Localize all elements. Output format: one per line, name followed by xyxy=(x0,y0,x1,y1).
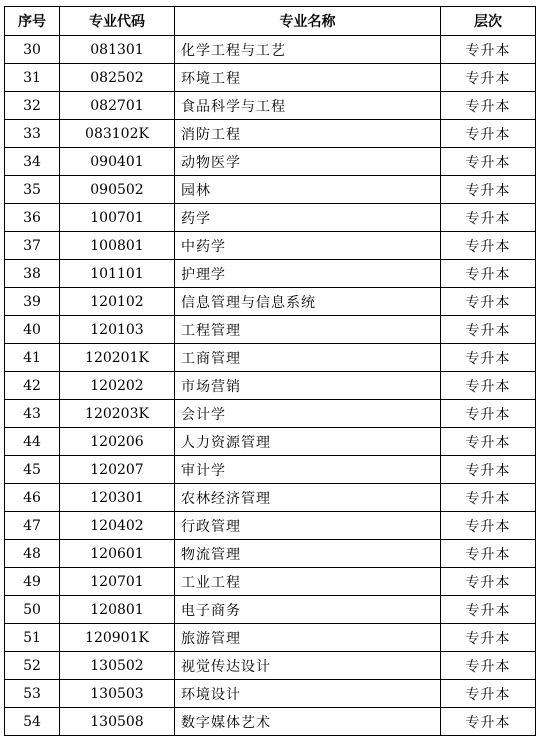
row-major-name: 工商管理 xyxy=(175,344,441,372)
row-code: 120207 xyxy=(60,456,175,484)
row-index: 48 xyxy=(5,540,60,568)
row-level: 专升本 xyxy=(441,484,536,512)
row-level: 专升本 xyxy=(441,428,536,456)
table-row xyxy=(5,176,536,204)
table-row xyxy=(5,316,536,344)
row-code: 090401 xyxy=(60,148,175,176)
row-major-name: 动物医学 xyxy=(175,148,441,176)
row-major-name: 食品科学与工程 xyxy=(175,92,441,120)
row-code: 120203K xyxy=(60,400,175,428)
row-level: 专升本 xyxy=(441,512,536,540)
row-level: 专升本 xyxy=(441,568,536,596)
row-index: 47 xyxy=(5,512,60,540)
table-row xyxy=(5,624,536,652)
table-row xyxy=(5,36,536,64)
header-code: 专业代码 xyxy=(60,7,175,36)
row-code: 120701 xyxy=(60,568,175,596)
table-row xyxy=(5,540,536,568)
table-body xyxy=(5,36,536,736)
row-index: 51 xyxy=(5,624,60,652)
row-major-name: 电子商务 xyxy=(175,596,441,624)
row-index: 38 xyxy=(5,260,60,288)
table-row xyxy=(5,708,536,736)
table-row xyxy=(5,92,536,120)
row-code: 120201K xyxy=(60,344,175,372)
row-major-name: 物流管理 xyxy=(175,540,441,568)
row-code: 120102 xyxy=(60,288,175,316)
row-code: 090502 xyxy=(60,176,175,204)
row-code: 081301 xyxy=(60,36,175,64)
row-index: 49 xyxy=(5,568,60,596)
row-code: 100701 xyxy=(60,204,175,232)
table-row xyxy=(5,344,536,372)
row-major-name: 市场营销 xyxy=(175,372,441,400)
row-major-name: 审计学 xyxy=(175,456,441,484)
table-row xyxy=(5,400,536,428)
table-row xyxy=(5,484,536,512)
row-major-name: 中药学 xyxy=(175,232,441,260)
row-level: 专升本 xyxy=(441,92,536,120)
row-major-name: 园林 xyxy=(175,176,441,204)
row-major-name: 化学工程与工艺 xyxy=(175,36,441,64)
table-row xyxy=(5,232,536,260)
header-level: 层次 xyxy=(441,7,536,36)
row-index: 42 xyxy=(5,372,60,400)
row-index: 36 xyxy=(5,204,60,232)
header-index: 序号 xyxy=(5,7,60,36)
row-index: 50 xyxy=(5,596,60,624)
row-code: 120202 xyxy=(60,372,175,400)
row-level: 专升本 xyxy=(441,540,536,568)
row-code: 100801 xyxy=(60,232,175,260)
row-index: 45 xyxy=(5,456,60,484)
table-row xyxy=(5,428,536,456)
row-code: 120801 xyxy=(60,596,175,624)
table-row xyxy=(5,260,536,288)
row-major-name: 护理学 xyxy=(175,260,441,288)
row-index: 35 xyxy=(5,176,60,204)
row-level: 专升本 xyxy=(441,36,536,64)
table-row xyxy=(5,64,536,92)
row-level: 专升本 xyxy=(441,708,536,736)
row-code: 130503 xyxy=(60,680,175,708)
row-index: 40 xyxy=(5,316,60,344)
table-header-row xyxy=(5,7,536,36)
table-row xyxy=(5,204,536,232)
row-index: 34 xyxy=(5,148,60,176)
row-level: 专升本 xyxy=(441,344,536,372)
row-index: 43 xyxy=(5,400,60,428)
table-row xyxy=(5,148,536,176)
row-code: 120301 xyxy=(60,484,175,512)
row-code: 082701 xyxy=(60,92,175,120)
row-major-name: 旅游管理 xyxy=(175,624,441,652)
row-level: 专升本 xyxy=(441,400,536,428)
row-major-name: 行政管理 xyxy=(175,512,441,540)
table-row xyxy=(5,372,536,400)
table-row xyxy=(5,596,536,624)
table-row xyxy=(5,680,536,708)
row-level: 专升本 xyxy=(441,596,536,624)
row-index: 53 xyxy=(5,680,60,708)
table-row xyxy=(5,652,536,680)
header-name: 专业名称 xyxy=(175,7,441,36)
row-major-name: 视觉传达设计 xyxy=(175,652,441,680)
row-major-name: 工程管理 xyxy=(175,316,441,344)
table-row xyxy=(5,456,536,484)
row-code: 130502 xyxy=(60,652,175,680)
row-level: 专升本 xyxy=(441,624,536,652)
row-level: 专升本 xyxy=(441,456,536,484)
row-level: 专升本 xyxy=(441,288,536,316)
row-code: 120206 xyxy=(60,428,175,456)
row-index: 44 xyxy=(5,428,60,456)
row-major-name: 会计学 xyxy=(175,400,441,428)
row-index: 33 xyxy=(5,120,60,148)
row-level: 专升本 xyxy=(441,148,536,176)
row-index: 46 xyxy=(5,484,60,512)
row-level: 专升本 xyxy=(441,652,536,680)
row-code: 130508 xyxy=(60,708,175,736)
row-major-name: 人力资源管理 xyxy=(175,428,441,456)
row-code: 120601 xyxy=(60,540,175,568)
row-level: 专升本 xyxy=(441,680,536,708)
row-code: 101101 xyxy=(60,260,175,288)
row-level: 专升本 xyxy=(441,120,536,148)
row-level: 专升本 xyxy=(441,372,536,400)
row-major-name: 信息管理与信息系统 xyxy=(175,288,441,316)
row-level: 专升本 xyxy=(441,232,536,260)
row-index: 32 xyxy=(5,92,60,120)
row-major-name: 药学 xyxy=(175,204,441,232)
row-code: 082502 xyxy=(60,64,175,92)
table-row xyxy=(5,288,536,316)
row-index: 37 xyxy=(5,232,60,260)
row-major-name: 工业工程 xyxy=(175,568,441,596)
row-level: 专升本 xyxy=(441,64,536,92)
table-row xyxy=(5,568,536,596)
row-level: 专升本 xyxy=(441,260,536,288)
row-code: 120402 xyxy=(60,512,175,540)
row-major-name: 数字媒体艺术 xyxy=(175,708,441,736)
row-index: 30 xyxy=(5,36,60,64)
row-index: 39 xyxy=(5,288,60,316)
row-level: 专升本 xyxy=(441,176,536,204)
row-index: 41 xyxy=(5,344,60,372)
table-row xyxy=(5,120,536,148)
row-level: 专升本 xyxy=(441,316,536,344)
row-code: 120103 xyxy=(60,316,175,344)
row-major-name: 农林经济管理 xyxy=(175,484,441,512)
row-code: 120901K xyxy=(60,624,175,652)
row-index: 54 xyxy=(5,708,60,736)
row-level: 专升本 xyxy=(441,204,536,232)
row-index: 52 xyxy=(5,652,60,680)
majors-table xyxy=(4,6,536,736)
table-row xyxy=(5,512,536,540)
row-code: 083102K xyxy=(60,120,175,148)
row-major-name: 环境设计 xyxy=(175,680,441,708)
row-major-name: 环境工程 xyxy=(175,64,441,92)
row-major-name: 消防工程 xyxy=(175,120,441,148)
row-index: 31 xyxy=(5,64,60,92)
